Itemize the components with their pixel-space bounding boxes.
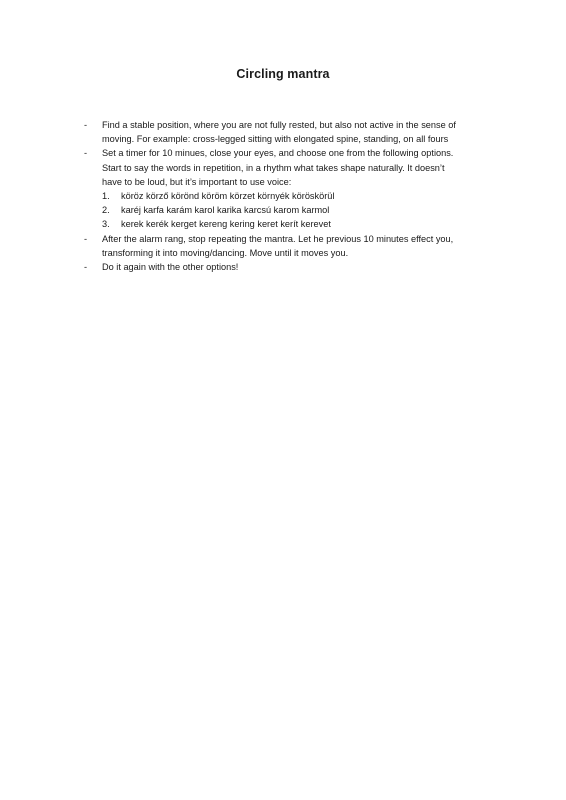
instruction-text-line: Start to say the words in repetition, in a rhythm what takes shape naturally. It doesn’t	[102, 162, 445, 173]
instruction-text-line: moving. For example: cross-legged sitting with elongated spine, standing, on all fours	[102, 134, 449, 145]
number-marker: 3.	[102, 219, 110, 230]
instruction-text-line: Do it again with the other options!	[102, 262, 239, 273]
mantra-option-1	[102, 189, 504, 203]
bullet-marker: -	[84, 120, 88, 130]
bullet-marker: -	[84, 148, 88, 159]
number-marker: 1.	[102, 191, 110, 202]
number-marker: 2.	[102, 205, 110, 216]
document-title: Circling mantra	[236, 67, 330, 81]
mantra-option-3	[102, 217, 504, 231]
instructions-list	[84, 118, 504, 274]
mantra-words: köröz körző körönd köröm körzet környék köröskörül	[121, 191, 335, 202]
mantra-option-2	[102, 203, 504, 217]
instruction-item-4	[84, 260, 504, 274]
instruction-item-1	[84, 118, 504, 146]
mantra-words: karéj karfa karám karol karika karcsú karom karmol	[121, 205, 330, 216]
bullet-marker: -	[84, 262, 88, 273]
instruction-item-2	[84, 146, 504, 231]
instruction-item-3	[84, 232, 504, 260]
instruction-text-line: transforming it into moving/dancing. Move until it moves you.	[102, 247, 349, 258]
instruction-text-line: After the alarm rang, stop repeating the mantra. Let he previous 10 minutes effect you,	[102, 233, 454, 244]
instruction-text-line: Find a stable position, where you are not fully rested, but also not active in the sense of	[102, 120, 456, 130]
instruction-text-line: have to be loud, but it’s important to use voice:	[102, 176, 292, 187]
bullet-marker: -	[84, 233, 88, 244]
instruction-text-line: Set a timer for 10 minues, close your eyes, and choose one from the following options.	[102, 148, 454, 159]
mantra-words: kerek kerék kerget kereng kering keret kerít kerevet	[121, 219, 331, 230]
